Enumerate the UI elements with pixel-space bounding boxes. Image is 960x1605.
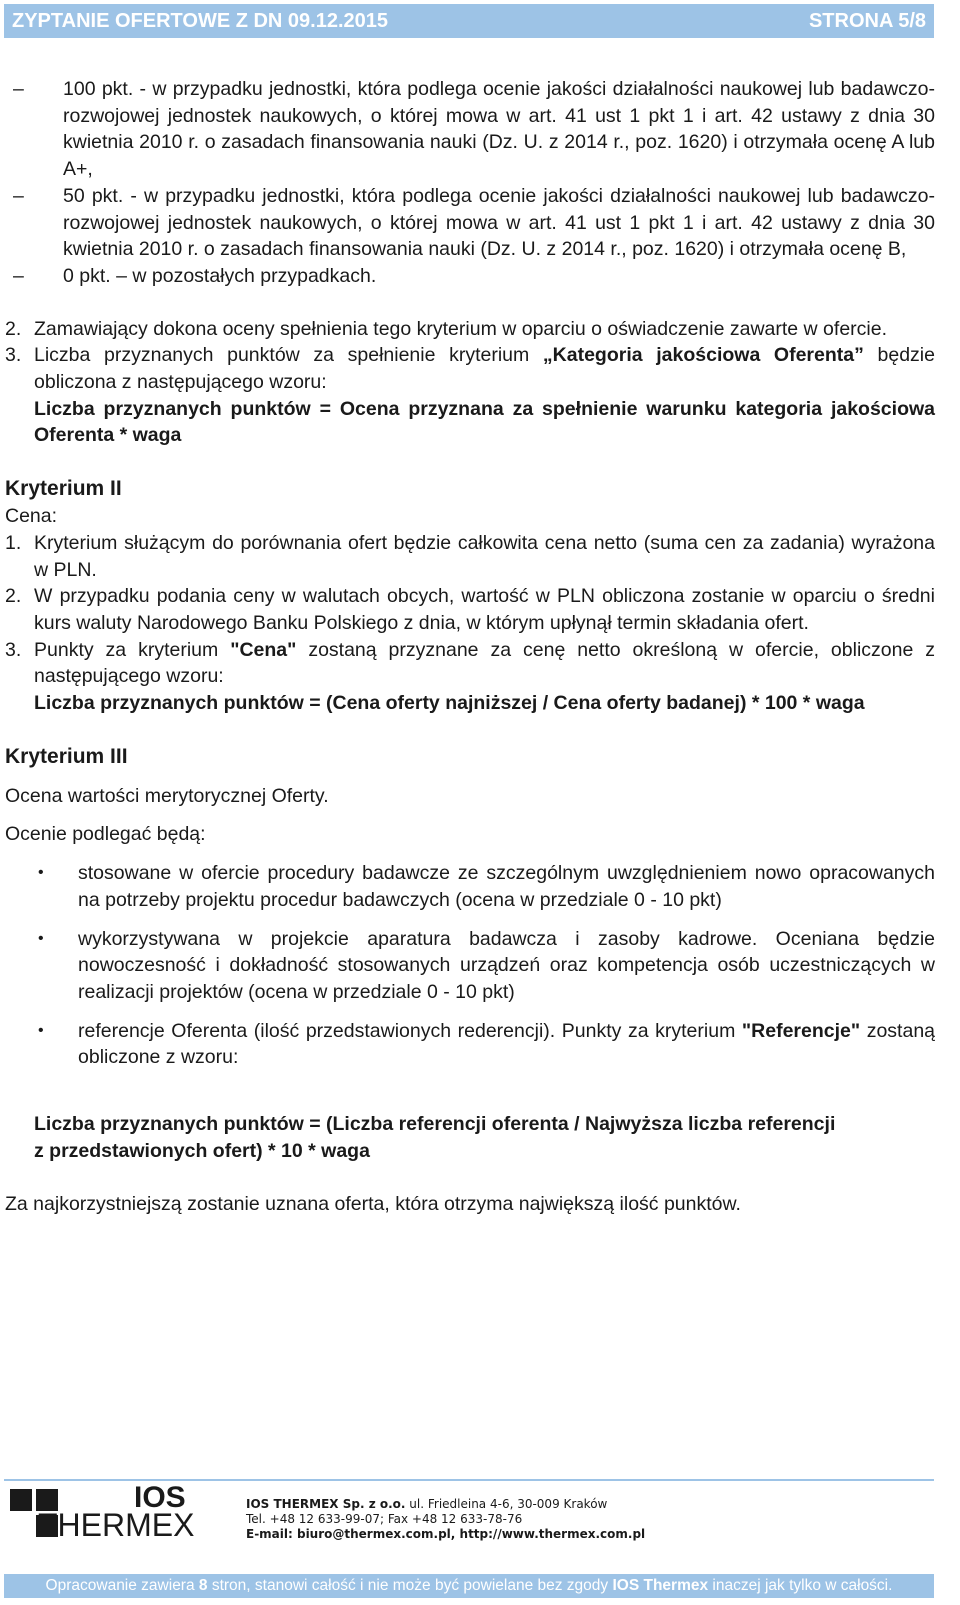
paragraph-text: W przypadku podania ceny w walutach obcych, wartość w PLN obliczona zostanie w oparciu o średni kurs waluty Narodowego Banku Polskiego z dnia, w którym upłynął termin składania ofert. <box>34 585 935 634</box>
notice-text: stron, stanowi całość i nie może być powielane bez zgody <box>207 1577 613 1594</box>
section-heading: Kryterium II <box>5 477 122 501</box>
list-item <box>5 76 935 183</box>
header-page-number: STRONA 5/8 <box>808 10 926 32</box>
section-intro: Ocenie podlegać będą: <box>5 823 206 846</box>
bullet-text: stosowane w ofercie procedury badawcze ze szczególnym uwzględnieniem nowo opracowanych na potrzeby projektu procedur badawczych (ocena w przedziale 0 - 10 pkt) <box>78 862 935 911</box>
bullet-text: zostaną obliczone z wzoru: <box>78 1019 936 1069</box>
bullet-marker: • <box>38 929 44 947</box>
list-item-text: 0 pkt. – w pozostałych przypadkach. <box>63 264 377 287</box>
numbered-paragraph <box>5 316 935 343</box>
paragraph-text: Punkty za kryterium <box>34 638 231 661</box>
dash-marker: – <box>13 78 24 100</box>
bullet-item <box>5 860 935 913</box>
paragraph-number: 1. <box>5 531 22 554</box>
numbered-paragraph <box>5 637 935 717</box>
formula: Liczba przyznanych punktów = (Cena oferty najniższej / Cena oferty badanej) * 100 * waga <box>34 692 865 715</box>
bullet-text: wykorzystywana w projekcie aparatura badawcza i zasoby kadrowe. Oceniana będzie nowoczesność i dokładność stosowanych urządzeń oraz kompetencja osób uczestniczących w realizacji projektów (ocena w przedziale 0 - 10 pkt) <box>78 927 935 1003</box>
criterion-name: "Cena" <box>230 638 297 661</box>
list-item-text: 100 pkt. - w przypadku jednostki, która podlega ocenie jakości działalności naukowej lub badawczo-rozwojowej jednostek naukowych, o której mowa w art. 41 ust 1 pkt 1 i art. 42 ustawy z dnia 30 kwietnia 2010 r. o zasadach finansowania nauki (Dz. U. z 2014 r., poz. 1620) i otrzymała ocenę A lub A+, <box>63 78 935 181</box>
page-count: 8 <box>198 1577 208 1594</box>
paragraph-text: zostaną przyznane za cenę netto określoną w ofercie, obliczone z następującego wzoru: <box>34 638 935 688</box>
paragraph-number: 3. <box>5 638 22 661</box>
formula: Liczba przyznanych punktów = (Liczba referencji oferenta / Najwyższa liczba referencji z przedstawionych ofert) * 10 * waga <box>34 1113 836 1162</box>
company-address: ul. Friedleina 4-6, 30-009 Kraków <box>405 1497 608 1511</box>
paragraph-number: 2. <box>5 585 22 608</box>
dash-marker: – <box>13 184 24 207</box>
formula: Liczba przyznanych punktów = Ocena przyznana za spełnienie warunku kategoria jakościowa Oferenta * waga <box>34 397 935 447</box>
document-body <box>5 76 935 1217</box>
company-phone: Tel. +48 12 633-99-07; Fax +48 12 633-78-76 <box>246 1512 523 1526</box>
closing-statement: Za najkorzystniejszą zostanie uznana oferta, która otrzyma największą ilość punktów. <box>5 1192 741 1215</box>
bullet-marker: • <box>38 864 44 882</box>
page-footer <box>4 1479 934 1601</box>
list-item <box>5 183 935 263</box>
criterion-name: "Referencje" <box>741 1019 861 1042</box>
bullet-marker: • <box>38 1021 44 1039</box>
bullet-item <box>5 926 935 1006</box>
logo-text-bottom: THERMEX <box>38 1507 195 1543</box>
notice-text: inaczej jak tylko w całości. <box>708 1577 893 1594</box>
section-label: Cena: <box>5 505 58 528</box>
notice-text: Opracowanie zawiera <box>45 1577 199 1594</box>
paragraph-number: 2. <box>5 317 22 340</box>
numbered-paragraph <box>5 583 935 636</box>
numbered-paragraph <box>5 342 935 449</box>
list-item-text: 50 pkt. - w przypadku jednostki, która podlega ocenie jakości działalności naukowej lub badawczo-rozwojowej jednostek naukowych, o której mowa w art. 41 ust 1 pkt 1 i art. 42 ustawy z dnia 30 kwietnia 2010 r. o zasadach finansowania nauki (Dz. U. z 2014 r., poz. 1620) i otrzymała ocenę B, <box>63 184 935 261</box>
numbered-paragraph <box>5 530 935 583</box>
paragraph-text: Zamawiający dokona oceny spełnienia tego kryterium w oparciu o oświadczenie zawarte w ofercie. <box>34 317 888 340</box>
criterion-name: „Kategoria jakościowa Oferenta” <box>542 344 864 367</box>
company-name: IOS THERMEX Sp. z o.o. <box>246 1497 406 1511</box>
section-intro: Ocena wartości merytorycznej Oferty. <box>5 784 329 807</box>
dash-marker: – <box>13 264 24 287</box>
company-ref: IOS Thermex <box>612 1577 709 1594</box>
company-email: E-mail: biuro@thermex.com.pl, http://www.thermex.com.pl <box>246 1527 646 1541</box>
bullet-text: referencje Oferenta (ilość przedstawionych rederencji). Punkty za kryterium <box>78 1019 742 1042</box>
company-contact <box>246 1497 645 1542</box>
bullet-item <box>5 1018 935 1071</box>
paragraph-number: 3. <box>5 344 22 367</box>
paragraph-text: Kryterium służącym do porównania ofert będzie całkowita cena netto (suma cen za zadania) wyrażona w PLN. <box>34 531 935 581</box>
header-title: ZYPTANIE OFERTOWE Z DN 09.12.2015 <box>12 10 389 32</box>
paragraph-text: Liczba przyznanych punktów za spełnienie kryterium <box>34 344 543 367</box>
footer-notice-bar <box>4 1574 934 1598</box>
logo-text-top: IOS <box>134 1481 186 1514</box>
paragraph-text: będzie obliczona z następującego wzoru: <box>34 344 935 394</box>
page-header <box>4 4 934 38</box>
list-item <box>5 263 935 290</box>
section-heading: Kryterium III <box>5 744 128 768</box>
